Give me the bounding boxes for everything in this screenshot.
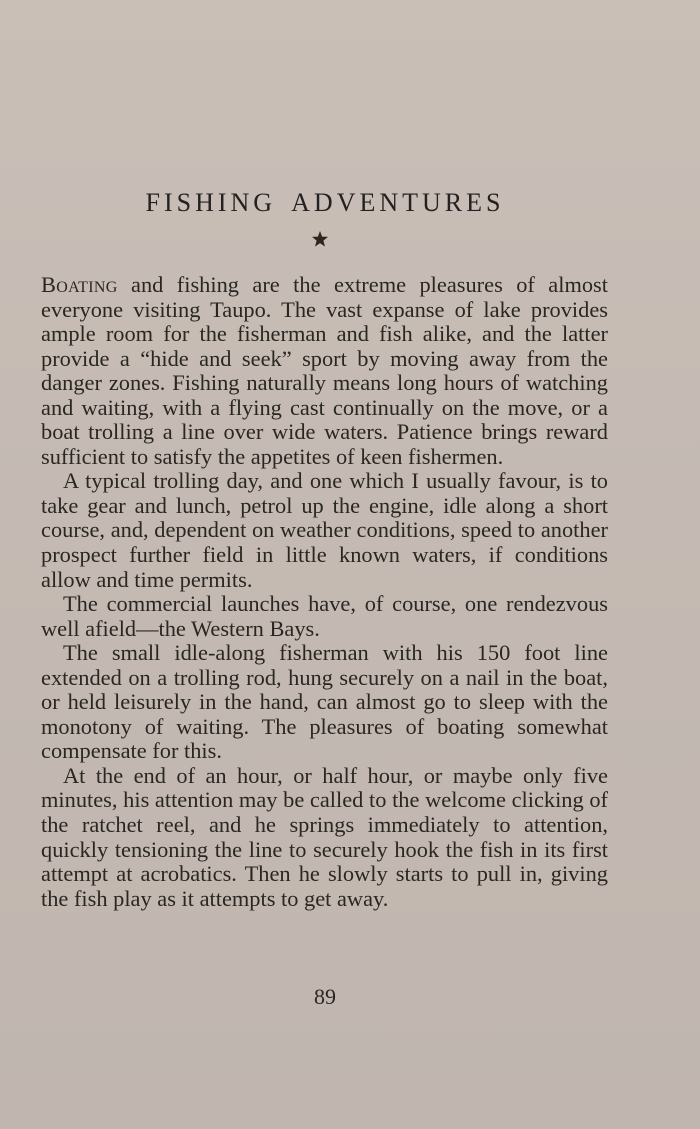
chapter-title: FISHING ADVENTURES — [145, 188, 505, 217]
paragraph-text: and fishing are the extreme pleasures of almost everyone visiting Taupo. The vast expanse of lake provides ample room for the fisherman and fish alike, and the latter provide a “hide and seek” sport by moving away from the danger zones. Fishing naturally means long hours of watching and waiting, with a flying cast continually on the move, or a boat trolling a line over wide waters. Patience brings reward sufficient to satisfy the appetites of keen fishermen. — [41, 272, 608, 469]
body-text — [41, 273, 608, 911]
page-number: 89 — [314, 984, 336, 1009]
paragraph: The small idle-along fisherman with his 150 foot line extended on a trolling rod, hung securely on a nail in the boat, or held leisurely in the hand, can almost go to sleep with the monotony of waiting. The pleasures of boating somewhat compensate for this. — [41, 640, 608, 764]
paragraph — [41, 273, 608, 469]
star-icon — [310, 229, 330, 249]
paragraph-lead-word: Boating — [41, 272, 118, 297]
paragraph: A typical trolling day, and one which I usually favour, is to take gear and lunch, petrol up the engine, idle along a short course, and, dependent on weather conditions, speed to another prospect further field in little known waters, if conditions allow and time permits. — [41, 468, 608, 592]
paragraph: The commercial launches have, of course, one rendezvous well afield—the Western Bays. — [41, 591, 608, 641]
paragraph: At the end of an hour, or half hour, or maybe only five minutes, his attention may be called to the welcome clicking of the ratchet reel, and he springs immediately to attention, quickly tensioning the line to securely hook the fish in its first attempt at acrobatics. Then he slowly starts to pull in, giving the fish play as it attempts to get away. — [41, 762, 608, 911]
